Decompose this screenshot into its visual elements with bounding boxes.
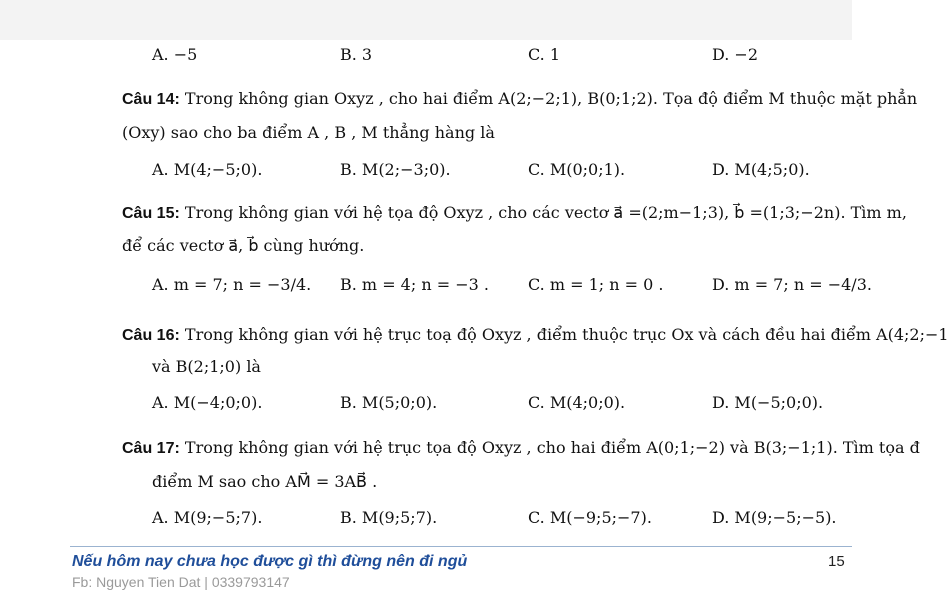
q16-number: Câu 16: bbox=[122, 327, 180, 344]
q14-option-d: D. M(4;5;0). bbox=[712, 160, 810, 179]
q16-text-line1: Trong không gian với hệ trục toạ độ Oxyz , điểm thuộc trục Ox và cách đều hai điểm A(4;2;−1 bbox=[184, 325, 949, 344]
q14-text-line2: (Oxy) sao cho ba điểm A , B , M thẳng hàng là bbox=[122, 123, 495, 142]
q15-text-line2: để các vectơ a⃗, b⃗ cùng hướng. bbox=[122, 236, 365, 255]
q15-option-b: B. m = 4; n = −3 . bbox=[340, 275, 489, 294]
top-bar bbox=[0, 0, 852, 40]
q17-text-line2: điểm M sao cho AM⃗ = 3AB⃗ . bbox=[152, 472, 378, 491]
q17-option-d: D. M(9;−5;−5). bbox=[712, 508, 837, 527]
page-number: 15 bbox=[828, 553, 845, 570]
footer-divider bbox=[70, 546, 852, 547]
prev-option-c: C. 1 bbox=[528, 45, 561, 64]
prev-option-d: D. −2 bbox=[712, 45, 759, 64]
q17-option-b: B. M(9;5;7). bbox=[340, 508, 438, 527]
q15-line1 bbox=[122, 203, 907, 224]
prev-option-a: A. −5 bbox=[152, 45, 198, 64]
q16-text-line2: và B(2;1;0) là bbox=[152, 357, 261, 376]
q16-option-d: D. M(−5;0;0). bbox=[712, 393, 824, 412]
q15-option-c: C. m = 1; n = 0 . bbox=[528, 275, 664, 294]
q16-line1 bbox=[122, 325, 949, 346]
q15-option-d: D. m = 7; n = −4/3. bbox=[712, 275, 872, 294]
q16-option-c: C. M(4;0;0). bbox=[528, 393, 626, 412]
q17-option-c: C. M(−9;5;−7). bbox=[528, 508, 652, 527]
q14-option-b: B. M(2;−3;0). bbox=[340, 160, 451, 179]
prev-option-b: B. 3 bbox=[340, 45, 373, 64]
q17-text-line1: Trong không gian với hệ trục tọa độ Oxyz , cho hai điểm A(0;1;−2) và B(3;−1;1). Tìm tọa đ bbox=[184, 438, 920, 457]
q15-number: Câu 15: bbox=[122, 205, 180, 222]
q15-option-a: A. m = 7; n = −3/4. bbox=[152, 275, 312, 294]
q16-option-b: B. M(5;0;0). bbox=[340, 393, 438, 412]
q14-text-line1: Trong không gian Oxyz , cho hai điểm A(2;−2;1), B(0;1;2). Tọa độ điểm M thuộc mặt phẳn bbox=[184, 89, 918, 108]
q14-option-c: C. M(0;0;1). bbox=[528, 160, 626, 179]
footer-credit: Fb: Nguyen Tien Dat | 0339793147 bbox=[72, 574, 290, 590]
q17-number: Câu 17: bbox=[122, 440, 180, 457]
q16-option-a: A. M(−4;0;0). bbox=[152, 393, 263, 412]
q14-number: Câu 14: bbox=[122, 91, 180, 108]
footer-motto: Nếu hôm nay chưa học được gì thì đừng nên đi ngủ bbox=[72, 553, 468, 570]
q15-text-line1: Trong không gian với hệ tọa độ Oxyz , cho các vectơ a⃗ =(2;m−1;3), b⃗ =(1;3;−2n). Tìm m, bbox=[184, 203, 907, 222]
q14-line1 bbox=[122, 89, 917, 110]
q17-line1 bbox=[122, 438, 920, 459]
q14-option-a: A. M(4;−5;0). bbox=[152, 160, 263, 179]
q17-option-a: A. M(9;−5;7). bbox=[152, 508, 263, 527]
